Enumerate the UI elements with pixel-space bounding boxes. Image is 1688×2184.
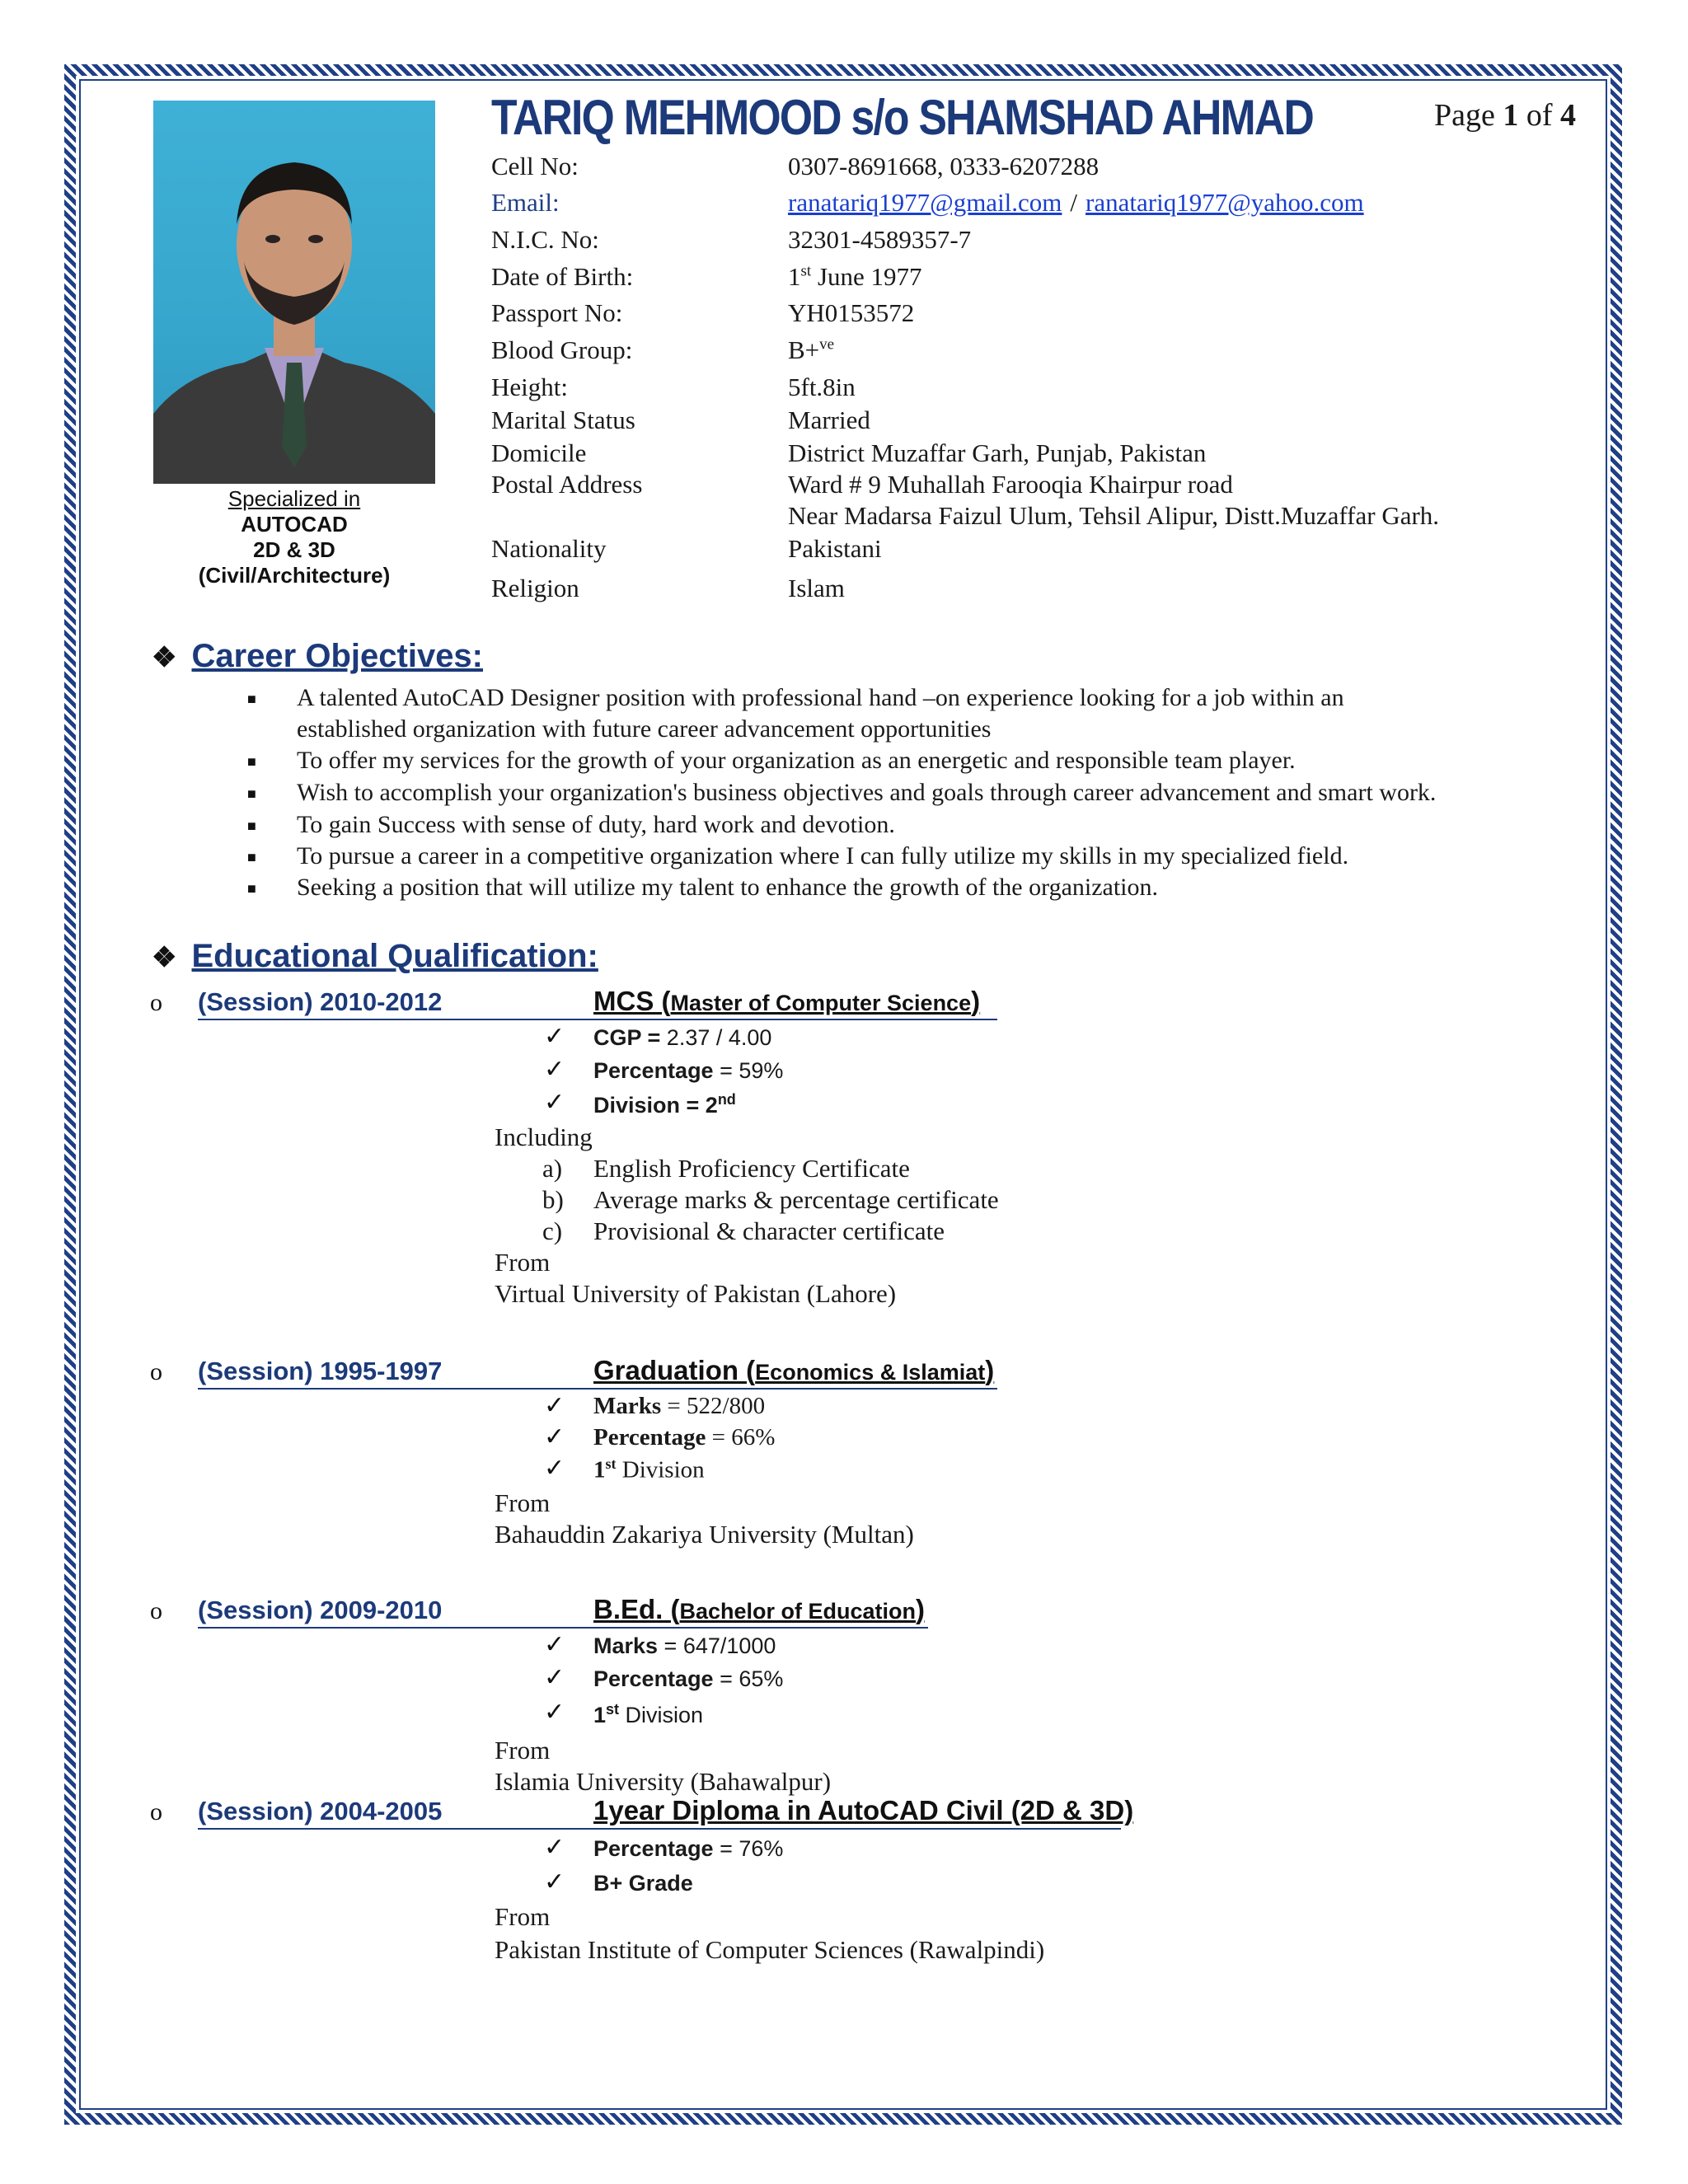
mcs-div-sup: nd — [717, 1091, 736, 1108]
circle-bullet-icon: o — [150, 989, 162, 1016]
marital-value: Married — [788, 405, 870, 434]
mcs-certificate: Provisional & character certificate — [593, 1216, 945, 1245]
religion-value: Islam — [788, 574, 845, 602]
bed-division — [593, 1701, 703, 1728]
degree-mcs-sub: Master of Computer Science — [670, 991, 972, 1015]
grad-marks-label: Marks — [593, 1393, 662, 1419]
circle-bullet-icon: o — [150, 1358, 162, 1385]
grad-institute: Bahauddin Zakariya University (Multan) — [495, 1520, 914, 1549]
postal-label: Postal Address — [491, 470, 643, 499]
mcs-including: Including — [495, 1122, 593, 1151]
grad-marks-value: = 522/800 — [661, 1393, 766, 1419]
diploma-grade — [593, 1871, 693, 1896]
list-marker: b) — [542, 1185, 564, 1214]
education-heading — [152, 938, 598, 975]
check-icon: ✓ — [544, 1455, 565, 1482]
diamond-bullet-icon: ❖ — [152, 642, 177, 673]
check-icon: ✓ — [544, 1423, 565, 1451]
circle-bullet-icon: o — [150, 1597, 162, 1624]
domicile-label: Domicile — [491, 438, 587, 467]
grad-marks — [593, 1393, 765, 1420]
bed-div-text: Division — [619, 1703, 704, 1727]
career-objectives-title: Career Objectives: — [191, 638, 483, 674]
check-icon: ✓ — [544, 1834, 565, 1861]
postal-line1: Ward # 9 Muhallah Farooqia Khairpur road — [788, 470, 1233, 499]
square-bullet-icon: ■ — [247, 785, 256, 802]
degree-diploma: 1year Diploma in AutoCAD Civil (2D & 3D) — [593, 1795, 1134, 1825]
dob-rest: June 1977 — [811, 262, 922, 291]
page-prefix: Page — [1434, 98, 1495, 133]
mcs-cgp — [593, 1025, 771, 1051]
degree-mcs-end: ) — [971, 986, 981, 1016]
session-underline — [198, 1019, 997, 1020]
grad-div-text: Division — [616, 1456, 705, 1483]
page-of: of — [1526, 98, 1553, 133]
email-separator: / — [1070, 188, 1078, 217]
diploma-percentage — [593, 1836, 783, 1862]
specialization-autocad: AUTOCAD — [241, 512, 348, 537]
bed-from: From — [495, 1736, 551, 1765]
grad-div-num: 1 — [593, 1456, 606, 1483]
bed-div-sup: st — [606, 1701, 620, 1718]
degree-bed-main: B.Ed. ( — [593, 1594, 680, 1624]
mcs-pct-label: Percentage — [593, 1058, 714, 1083]
grad-division — [593, 1455, 705, 1484]
square-bullet-icon: ■ — [247, 818, 256, 834]
objective-item: A talented AutoCAD Designer position with professional hand –on experience looking for a job within an — [297, 684, 1344, 711]
mcs-pct-value: = 59% — [713, 1058, 784, 1083]
square-bullet-icon: ■ — [247, 880, 256, 897]
session-bed: (Session) 2009-2010 — [198, 1596, 443, 1624]
cell-value: 0307-8691668, 0333-6207288 — [788, 152, 1100, 180]
degree-bed-end: ) — [916, 1594, 926, 1624]
session-graduation: (Session) 1995-1997 — [198, 1357, 443, 1385]
check-icon: ✓ — [544, 1631, 565, 1658]
check-icon: ✓ — [544, 1664, 565, 1691]
profile-photo — [153, 101, 435, 484]
diamond-bullet-icon: ❖ — [152, 942, 177, 973]
blood-label: Blood Group: — [491, 335, 633, 364]
objective-item: To pursue a career in a competitive organization where I can fully utilize my skills in my specialized field. — [297, 842, 1349, 869]
specialization-2d3d: 2D & 3D — [253, 537, 335, 562]
domicile-value: District Muzaffar Garh, Punjab, Pakistan — [788, 438, 1207, 467]
session-diploma: (Session) 2004-2005 — [198, 1797, 443, 1825]
email-link-yahoo[interactable]: ranatariq1977@yahoo.com — [1085, 188, 1364, 217]
degree-grad-sub: Economics & Islamiat — [755, 1360, 986, 1385]
bed-marks — [593, 1633, 776, 1659]
portrait-icon — [153, 101, 435, 484]
bed-marks-label: Marks — [593, 1633, 659, 1658]
blood-sup: ve — [819, 335, 835, 354]
objective-item: To offer my services for the growth of your organization as an energetic and responsible team player. — [297, 747, 1296, 774]
session-underline — [198, 1828, 1121, 1830]
objective-item: established organization with future career advancement opportunities — [297, 715, 992, 743]
degree-mcs — [593, 986, 980, 1017]
square-bullet-icon: ■ — [247, 691, 256, 707]
degree-bed-sub: Bachelor of Education — [679, 1599, 917, 1624]
check-icon: ✓ — [544, 1089, 565, 1116]
grad-percentage — [593, 1424, 775, 1451]
diploma-pct-label: Percentage — [593, 1836, 714, 1861]
diploma-pct-value: = 76% — [713, 1836, 784, 1861]
degree-graduation — [593, 1355, 994, 1386]
grad-pct-label: Percentage — [593, 1424, 706, 1451]
circle-bullet-icon: o — [150, 1798, 162, 1825]
check-icon: ✓ — [544, 1699, 565, 1726]
degree-grad-main: Graduation ( — [593, 1355, 756, 1385]
career-objectives-heading — [152, 638, 483, 675]
grad-from: From — [495, 1488, 551, 1517]
check-icon: ✓ — [544, 1056, 565, 1083]
passport-value: YH0153572 — [788, 298, 915, 327]
mcs-institute: Virtual University of Pakistan (Lahore) — [495, 1279, 897, 1308]
cell-label: Cell No: — [491, 152, 579, 180]
mcs-certificate: English Proficiency Certificate — [593, 1154, 910, 1183]
session-underline — [198, 1627, 928, 1629]
education-title: Educational Qualification: — [191, 938, 598, 974]
postal-line2: Near Madarsa Faizul Ulum, Tehsil Alipur, Distt.Muzaffar Garh. — [788, 501, 1440, 530]
degree-grad-end: ) — [985, 1355, 995, 1385]
check-icon: ✓ — [544, 1023, 565, 1050]
email-values — [788, 188, 1364, 218]
mcs-cgp-label: CGP = — [593, 1025, 661, 1050]
specialization-field: (Civil/Architecture) — [198, 563, 391, 588]
mcs-from: From — [495, 1248, 551, 1277]
nic-label: N.I.C. No: — [491, 225, 599, 254]
blood-value — [788, 335, 834, 365]
bed-pct-label: Percentage — [593, 1666, 714, 1691]
religion-label: Religion — [491, 574, 579, 602]
candidate-name: TARIQ MEHMOOD s/o SHAMSHAD AHMAD — [491, 90, 1313, 145]
dob-label: Date of Birth: — [491, 262, 634, 291]
mcs-certificate: Average marks & percentage certificate — [593, 1185, 999, 1214]
square-bullet-icon: ■ — [247, 753, 256, 770]
objective-item: Seeking a position that will utilize my talent to enhance the growth of the organization. — [297, 874, 1159, 901]
mcs-cgp-value: 2.37 / 4.00 — [660, 1025, 772, 1050]
session-underline — [198, 1388, 997, 1390]
height-label: Height: — [491, 373, 568, 401]
passport-label: Passport No: — [491, 298, 623, 327]
session-mcs: (Session) 2010-2012 — [198, 987, 443, 1016]
dob-day: 1 — [788, 262, 801, 291]
dob-sup: st — [800, 262, 812, 280]
height-value: 5ft.8in — [788, 373, 856, 401]
square-bullet-icon: ■ — [247, 849, 256, 865]
page-total: 4 — [1560, 98, 1577, 133]
objective-item: To gain Success with sense of duty, hard work and devotion. — [297, 811, 895, 838]
bed-marks-value: = 647/1000 — [658, 1633, 776, 1658]
nationality-value: Pakistani — [788, 534, 882, 563]
page-indicator — [1434, 97, 1576, 134]
mcs-percentage — [593, 1058, 783, 1084]
specialized-in-label: Specialized in — [227, 486, 361, 511]
grad-pct-value: = 66% — [706, 1424, 776, 1451]
list-marker: c) — [542, 1216, 563, 1245]
degree-mcs-main: MCS ( — [593, 986, 671, 1016]
dob-value — [788, 262, 922, 292]
degree-bed — [593, 1594, 925, 1625]
objective-item: Wish to accomplish your organization's business objectives and goals through career advancement and smart work. — [297, 779, 1437, 806]
diploma-institute: Pakistan Institute of Computer Sciences (Rawalpindi) — [495, 1935, 1045, 1964]
bed-institute: Islamia University (Bahawalpur) — [495, 1767, 832, 1796]
grad-div-sup: st — [605, 1455, 617, 1472]
email-label: Email: — [491, 188, 560, 217]
check-icon: ✓ — [544, 1392, 565, 1419]
diploma-grade-text: B+ Grade — [593, 1871, 693, 1896]
mcs-div-label: Division = 2 — [593, 1093, 718, 1118]
list-marker: a) — [542, 1154, 563, 1183]
diploma-from: From — [495, 1902, 551, 1931]
marital-label: Marital Status — [491, 405, 635, 434]
nic-value: 32301-4589357-7 — [788, 225, 972, 254]
bed-percentage — [593, 1666, 783, 1692]
bed-pct-value: = 65% — [713, 1666, 784, 1691]
page-current: 1 — [1503, 98, 1519, 133]
bed-div-num: 1 — [593, 1703, 607, 1727]
mcs-division — [593, 1091, 736, 1118]
email-link-gmail[interactable]: ranatariq1977@gmail.com — [788, 188, 1062, 217]
blood-group: B+ — [788, 335, 820, 364]
check-icon: ✓ — [544, 1868, 565, 1896]
nationality-label: Nationality — [491, 534, 607, 563]
